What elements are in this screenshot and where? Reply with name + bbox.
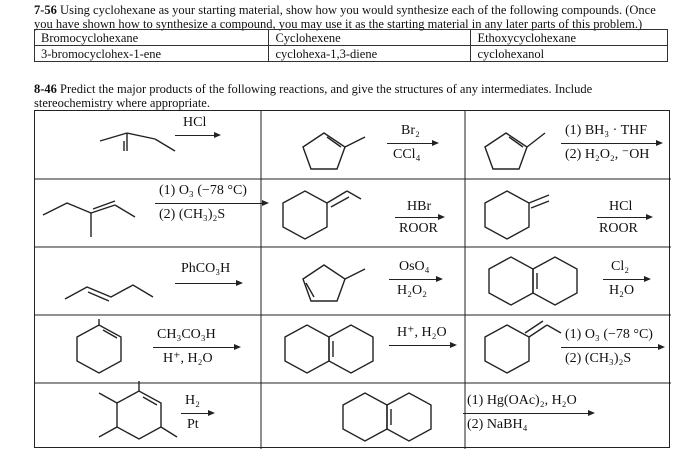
reagent-label: (2) (CH₃)₂S <box>565 351 632 366</box>
problem-7-56-body: Using cyclohexane as your starting material, show how you would synthesize each of the following compounds. (Once you have shown how to synthesize a compound, you may use it as the starting material in any later parts of this problem.) <box>34 3 656 31</box>
reagent-label: HCl <box>609 199 633 214</box>
pentene-structure <box>65 285 153 301</box>
cyclohexylidene-structure <box>485 321 561 373</box>
reagent-label: (2) (CH₃)₂S <box>159 207 226 222</box>
reagent-label: ROOR <box>399 221 438 236</box>
reagent-label: H₂ <box>185 393 200 408</box>
reaction-arrow <box>561 347 663 348</box>
problem-8-46-text <box>34 82 670 110</box>
problem-7-56-number: 7-56 <box>34 3 57 17</box>
reagent-label: (2) H₂O₂, ⁻OH <box>565 147 650 162</box>
bicyclic-alkene-structure-2 <box>285 325 373 373</box>
reagent-label: (2) NaBH₄ <box>467 417 528 432</box>
reagent-label: CH₃CO₃H <box>157 327 216 342</box>
reagent-label: H₂O <box>609 283 635 298</box>
reaction-arrow <box>153 347 239 348</box>
reagent-label: (1) BH₃ · THF <box>565 123 648 138</box>
reagent-label: ROOR <box>599 221 638 236</box>
reaction-arrow <box>597 217 651 218</box>
reagent-label: Cl₂ <box>611 259 630 274</box>
reagent-label: (1) O₃ (−78 °C) <box>159 183 247 198</box>
reaction-grid <box>34 110 670 448</box>
reaction-arrow <box>155 203 267 204</box>
reaction-arrow <box>175 283 241 284</box>
methylcyclopentene-structure-3 <box>303 265 365 301</box>
synthesis-table <box>34 29 668 62</box>
table-row <box>35 30 668 46</box>
methylcyclohexene-structure <box>77 319 121 373</box>
table-cell: cyclohexanol <box>471 46 668 62</box>
reaction-arrow <box>389 279 441 280</box>
reagent-label: Pt <box>187 417 199 432</box>
bicyclic-alkene-structure-3 <box>343 393 431 441</box>
methylcyclopentene-structure <box>303 133 365 169</box>
problem-7-56-text <box>34 3 670 31</box>
ethylidenecyclohexane-structure <box>283 191 361 239</box>
table-cell: 3-bromocyclohex-1-ene <box>35 46 269 62</box>
table-cell: Cyclohexene <box>269 30 471 46</box>
table-cell: Ethoxycyclohexane <box>471 30 668 46</box>
problem-8-46-number: 8-46 <box>34 82 57 96</box>
reagent-label: PhCO₃H <box>181 261 231 276</box>
reagent-label: H₂O₂ <box>397 283 427 298</box>
alkene-structure-1 <box>100 133 175 151</box>
reagent-label: Br₂ <box>401 123 420 138</box>
alkene-structure-2 <box>43 201 135 237</box>
reagent-label: H⁺, H₂O <box>163 351 213 366</box>
table-row <box>35 46 668 62</box>
reaction-arrow <box>175 135 219 136</box>
reagent-label: HCl <box>183 115 207 130</box>
methylcyclopentene-structure-2 <box>485 133 545 169</box>
problem-8-46-body: Predict the major products of the following reactions, and give the structures of any intermediates. Include stereochemistry where appropriate. <box>34 82 593 110</box>
vinylcyclohexane-structure <box>485 191 549 239</box>
reagent-label: CCl₄ <box>393 147 421 162</box>
reaction-arrow <box>389 345 455 346</box>
reaction-arrow <box>181 413 213 414</box>
bicyclic-alkene-structure <box>489 257 577 305</box>
reagent-label: H⁺, H₂O <box>397 325 447 340</box>
reagent-label: HBr <box>407 199 432 214</box>
dimethylcyclohexene-structure <box>99 381 177 439</box>
reaction-arrow <box>603 279 649 280</box>
reaction-arrow <box>395 217 443 218</box>
reaction-arrow <box>561 143 661 144</box>
table-cell: cyclohexa-1,3-diene <box>269 46 471 62</box>
reagent-label: OsO₄ <box>399 259 430 274</box>
reaction-arrow <box>387 143 437 144</box>
table-cell: Bromocyclohexane <box>35 30 269 46</box>
reaction-arrow <box>463 413 593 414</box>
reagent-label: (1) Hg(OAc)₂, H₂O <box>467 393 577 408</box>
reagent-label: (1) O₃ (−78 °C) <box>565 327 653 342</box>
